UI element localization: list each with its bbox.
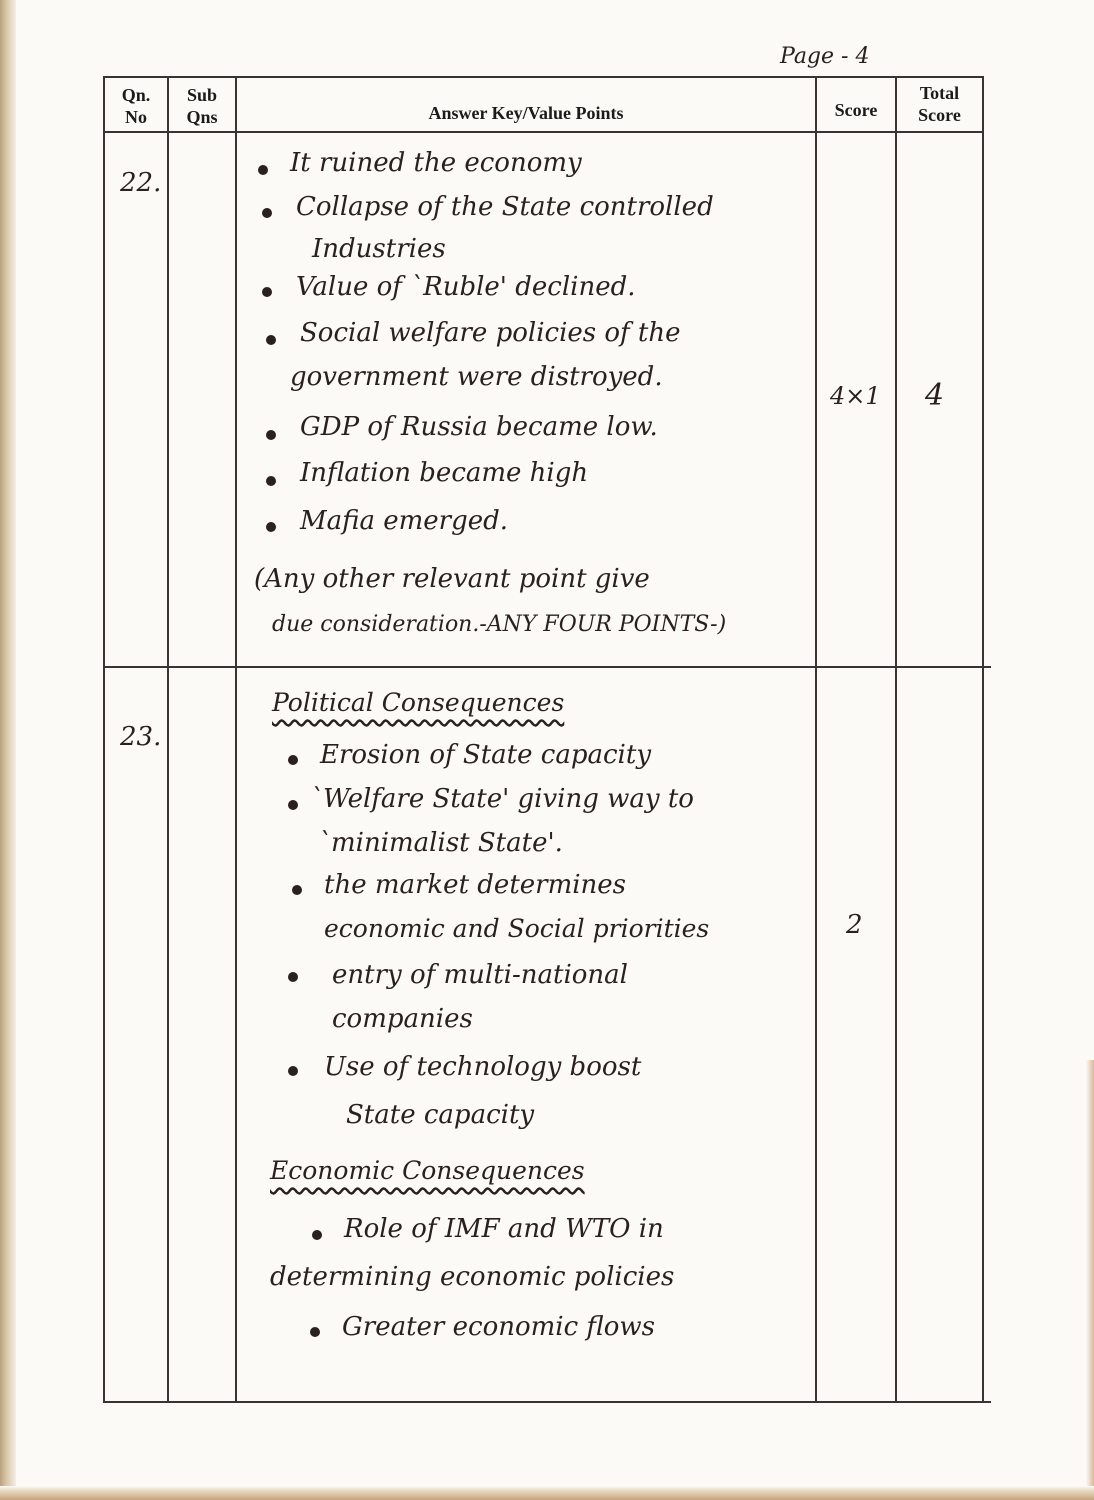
header-sub-line1: Sub <box>186 85 218 105</box>
header-qn-no <box>105 84 167 128</box>
score-value: 2 <box>846 910 863 940</box>
answer-line: `Welfare State' giving way to <box>310 784 694 814</box>
bullet-icon <box>288 972 298 982</box>
paper-edge-bottom <box>0 1486 1094 1500</box>
answer-note-line: (Any other relevant point give <box>254 564 650 594</box>
answer-line: Collapse of the State controlled <box>296 192 714 222</box>
answer-line: Social welfare policies of the <box>300 318 681 348</box>
bullet-icon <box>288 800 298 810</box>
bullet-icon <box>258 165 268 175</box>
col-border-sub <box>235 76 237 1403</box>
col-border-answer <box>815 76 817 1403</box>
bullet-icon <box>288 1066 298 1076</box>
col-border-qn <box>167 76 169 1403</box>
header-qn-line2: No <box>125 107 147 127</box>
answer-line: determining economic policies <box>270 1262 675 1292</box>
answer-line: Mafia emerged. <box>300 506 509 536</box>
answer-line: Industries <box>312 234 446 264</box>
bullet-icon <box>310 1327 320 1337</box>
section-heading-economic: Economic Consequences <box>270 1156 585 1185</box>
page-label: Page - 4 <box>780 44 870 69</box>
total-score-value: 4 <box>925 378 945 413</box>
answer-line: It ruined the economy <box>290 148 582 178</box>
answer-line: the market determines <box>324 870 627 900</box>
header-total-line2: Score <box>918 105 961 125</box>
question-number: 22. <box>120 168 162 198</box>
header-answer-key: Answer Key/Value Points <box>428 103 624 123</box>
bullet-icon <box>266 335 276 345</box>
bullet-icon <box>262 208 272 218</box>
answer-line: Greater economic flows <box>342 1312 656 1342</box>
answer-line: Erosion of State capacity <box>320 740 652 770</box>
answer-note-line: due consideration.-ANY FOUR POINTS-) <box>272 612 727 637</box>
answer-line: State capacity <box>346 1100 535 1130</box>
bullet-icon <box>288 755 298 765</box>
header-qn-line1: Qn. <box>121 85 151 105</box>
section-heading-political: Political Consequences <box>272 688 565 717</box>
header-sub-line2: Qns <box>186 107 218 127</box>
answer-line: `minimalist State'. <box>318 828 563 858</box>
answer-line: companies <box>332 1004 473 1034</box>
col-border-left <box>103 76 105 1403</box>
bullet-icon <box>262 287 272 297</box>
header-score: Score <box>834 100 878 120</box>
answer-line: Use of technology boost <box>324 1052 642 1082</box>
bullet-icon <box>312 1230 322 1240</box>
col-border-score <box>895 76 897 1403</box>
answer-line: Inflation became high <box>300 458 589 488</box>
answer-line: economic and Social priorities <box>324 914 710 943</box>
bullet-icon <box>266 522 276 532</box>
answer-line: Value of `Ruble' declined. <box>296 272 636 302</box>
bullet-icon <box>266 476 276 486</box>
answer-line: entry of multi-national <box>332 960 628 990</box>
header-total-line1: Total <box>919 83 960 103</box>
answer-line: GDP of Russia became low. <box>300 412 658 442</box>
header-sub-qns <box>169 84 235 128</box>
header-total-score <box>897 82 982 126</box>
paper-edge-right <box>1086 1060 1094 1500</box>
question-number: 23. <box>120 722 162 752</box>
answer-line: Role of IMF and WTO in <box>344 1214 664 1244</box>
score-value: 4×1 <box>830 382 881 410</box>
answer-line: government were distroyed. <box>290 362 663 392</box>
paper-edge-left <box>0 0 16 1500</box>
col-border-right <box>982 76 984 1403</box>
bullet-icon <box>266 430 276 440</box>
bullet-icon <box>292 885 302 895</box>
